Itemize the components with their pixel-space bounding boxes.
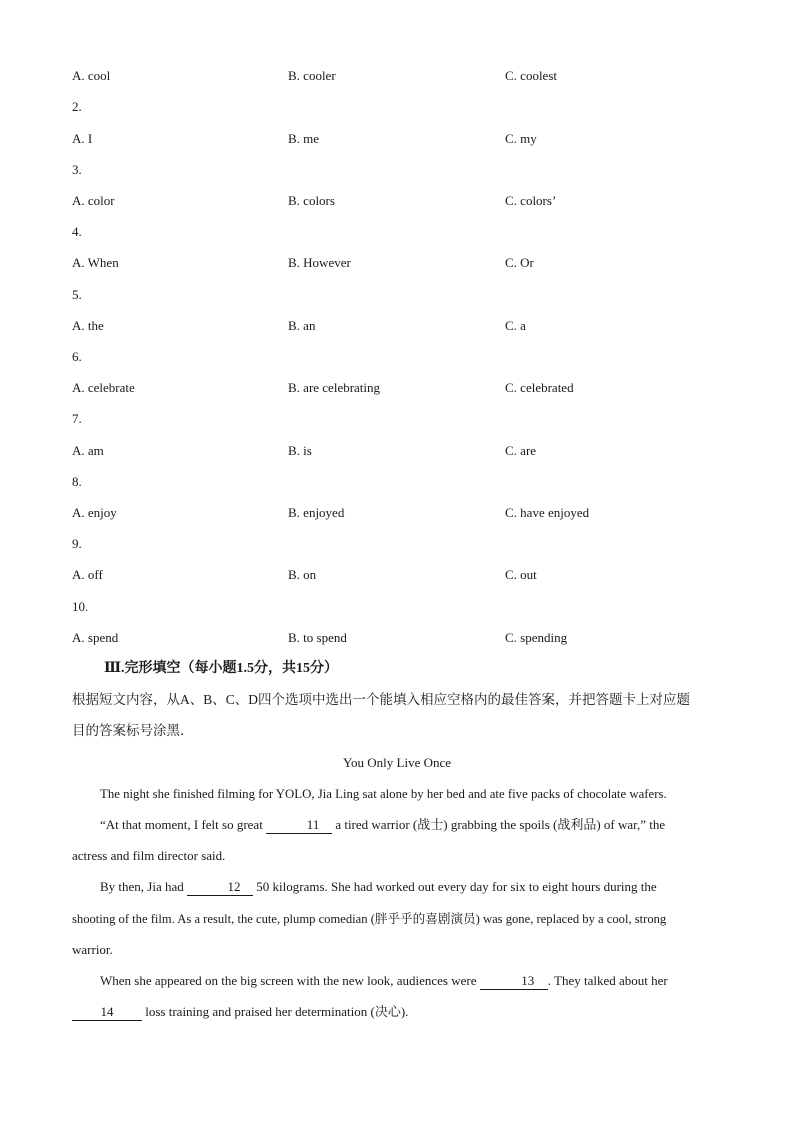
passage-paragraph-3-line-2: shooting of the film. As a result, the cute, plump comedian (胖乎乎的喜剧演员) was gone, replaced by a cool, strong	[72, 912, 667, 926]
option-b: B. cooler	[288, 68, 336, 83]
option-a: A. enjoy	[72, 505, 117, 520]
question-options-9	[72, 565, 732, 585]
option-b: B. is	[288, 443, 312, 458]
option-c: C. Or	[505, 255, 534, 270]
option-a: A. When	[72, 255, 119, 270]
passage-title: You Only Live Once	[342, 755, 452, 770]
question-options-6	[72, 378, 732, 398]
option-c: C. have enjoyed	[505, 505, 590, 520]
option-c: C. colors’	[505, 193, 557, 208]
section-instruction-line-1: 根据短文内容，从A、B、C、D四个选项中选出一个能填入相应空格内的最佳答案，并把答题卡上对应题	[72, 692, 691, 707]
option-c: C. spending	[505, 630, 568, 645]
section-title: Ⅲ.完形填空（每小题1.5分，共15分）	[104, 661, 339, 676]
paragraph-text: loss training and praised her determination (决心).	[142, 1004, 409, 1019]
option-c: C. out	[505, 567, 537, 582]
paragraph-text: When she appeared on the big screen with the new look, audiences were	[100, 973, 480, 988]
question-number-5: 5.	[72, 287, 82, 302]
option-c: C. my	[505, 131, 537, 146]
blank-12[interactable]: 12	[187, 879, 253, 896]
paragraph-text: The night she finished filming for YOLO, Jia Ling sat alone by her bed and ate five packs of chocolate wafers.	[100, 787, 667, 801]
passage-paragraph-1	[72, 784, 724, 804]
question-number-10: 10.	[72, 599, 89, 614]
option-b: B. are celebrating	[288, 380, 381, 395]
passage-paragraph-2	[72, 815, 724, 835]
option-c: C. coolest	[505, 68, 557, 83]
section-instruction-line-2: 目的答案标号涂黑．	[72, 723, 194, 738]
question-number-6: 6.	[72, 349, 82, 364]
passage-paragraph-3-line-3: warrior.	[72, 942, 113, 957]
question-options-8	[72, 503, 732, 523]
question-number-8: 8.	[72, 474, 82, 489]
option-a: A. the	[72, 318, 104, 333]
passage-paragraph-2-line-2: actress and film director said.	[72, 848, 226, 863]
option-a: A. off	[72, 567, 103, 582]
passage-paragraph-4-line-2	[72, 1002, 724, 1022]
option-a: A. spend	[72, 630, 119, 645]
option-a: A. am	[72, 443, 104, 458]
question-options-3	[72, 191, 732, 211]
question-options-5	[72, 316, 732, 336]
option-a: A. I	[72, 131, 93, 146]
option-c: C. celebrated	[505, 380, 574, 395]
paragraph-text: “At that moment, I felt so great	[100, 817, 267, 832]
blank-13[interactable]: 13	[480, 973, 548, 990]
option-c: C. a	[505, 318, 526, 333]
option-b: B. to spend	[288, 630, 347, 645]
option-a: A. cool	[72, 68, 111, 83]
passage-paragraph-3	[72, 877, 724, 897]
question-options-1	[72, 66, 732, 86]
question-number-2: 2.	[72, 99, 82, 114]
question-options-7	[72, 441, 732, 461]
question-number-4: 4.	[72, 224, 82, 239]
blank-11[interactable]: 11	[266, 817, 332, 834]
option-c: C. are	[505, 443, 537, 458]
option-a: A. celebrate	[72, 380, 135, 395]
paragraph-text: By then, Jia had	[100, 879, 188, 894]
option-b: B. an	[288, 318, 316, 333]
option-b: B. However	[288, 255, 351, 270]
option-b: B. enjoyed	[288, 505, 345, 520]
passage-paragraph-4	[72, 971, 724, 991]
paragraph-text: . They talked about her	[547, 973, 668, 988]
question-number-7: 7.	[72, 411, 82, 426]
option-a: A. color	[72, 193, 115, 208]
paragraph-text: a tired warrior (战士) grabbing the spoils (战利品) of war,” the	[332, 817, 666, 832]
question-options-4	[72, 253, 732, 273]
blank-14[interactable]: 14	[72, 1004, 142, 1021]
question-number-9: 9.	[72, 536, 82, 551]
option-b: B. me	[288, 131, 320, 146]
question-options-10	[72, 628, 732, 648]
option-b: B. colors	[288, 193, 335, 208]
paragraph-text: 50 kilograms. She had worked out every day for six to eight hours during the	[253, 879, 657, 894]
question-options-2	[72, 129, 732, 149]
option-b: B. on	[288, 567, 317, 582]
question-number-3: 3.	[72, 162, 82, 177]
